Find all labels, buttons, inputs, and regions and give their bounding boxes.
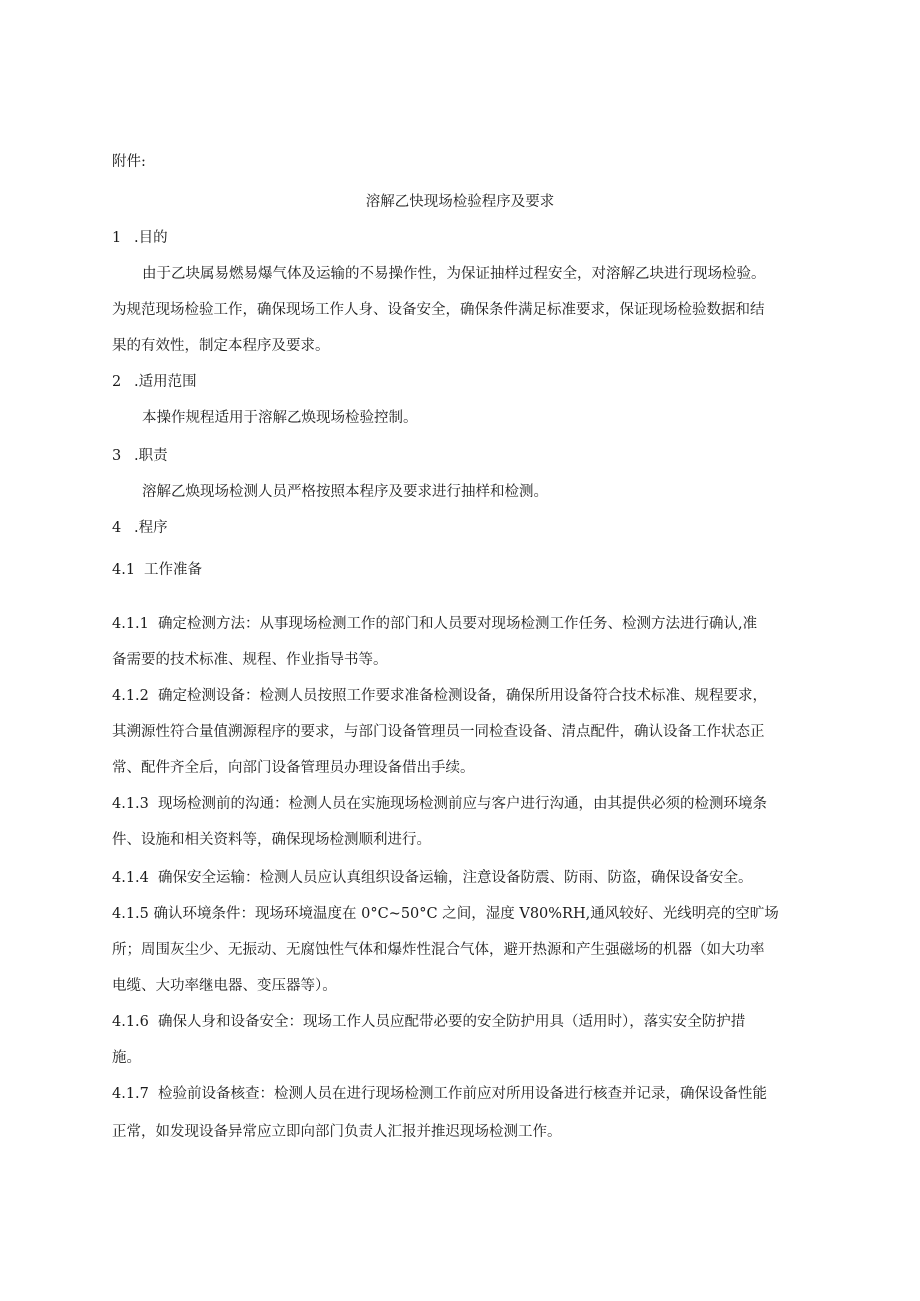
- item-4-1-7-line-1: [112, 1084, 767, 1104]
- item-4-1-2-line-2: 其溯源性符合量值溯源程序的要求，与部门设备管理员一同检查设备、清点配件，确认设备工作状态正: [112, 724, 765, 740]
- item-4-1-3-number: 4.1.3: [112, 796, 149, 812]
- section-3-number: 3: [112, 448, 122, 464]
- subsection-4-1-number: 4.1: [112, 562, 136, 578]
- attachment-label: 附件:: [112, 154, 146, 170]
- section-2-number: 2: [112, 374, 122, 390]
- item-4-1-5-line-2: 所；周围灰尘少、无振动、无腐蚀性气体和爆炸性混合气体，避开热源和产生强磁场的机器（如大功率: [112, 942, 765, 958]
- subsection-4-1-heading: [112, 560, 202, 580]
- section-4-number: 4: [112, 520, 122, 536]
- section-1-title: .目的: [134, 230, 168, 246]
- item-4-1-1-text: 确定检测方法：从事现场检测工作的部门和人员要对现场检测工作任务、检测方法进行确认,准: [158, 616, 758, 632]
- section-2-paragraph: 本操作规程适用于溶解乙焕现场检验控制。: [142, 410, 418, 426]
- item-4-1-2-line-3: 常、配件齐全后，向部门设备管理员办理设备借出手续。: [112, 760, 475, 776]
- document-title: 溶解乙快现场检验程序及要求: [365, 194, 555, 210]
- item-4-1-3-line-1: [112, 794, 767, 814]
- section-1-paragraph-line-1: 由于乙块属易燃易爆气体及运输的不易操作性，为保证抽样过程安全，对溶解乙块进行现场检验。: [142, 266, 766, 282]
- section-3-heading: [112, 446, 168, 466]
- item-4-1-4-text: 确保安全运输：检测人员应认真组织设备运输，注意设备防震、防雨、防盗，确保设备安全。: [158, 870, 753, 886]
- section-4-heading: [112, 518, 168, 538]
- item-4-1-2-text: 确定检测设备：检测人员按照工作要求准备检测设备，确保所用设备符合技术标准、规程要求，: [158, 688, 767, 704]
- item-4-1-1-line-1: [112, 614, 757, 634]
- item-4-1-2-number: 4.1.2: [112, 688, 149, 704]
- section-2-title: .适用范围: [134, 374, 197, 390]
- item-4-1-5-line-1: 4.1.5 确认环境条件：现场环境温度在 0°C~50°C 之间，湿度 V80%RH,通风较好、光线明亮的空旷场: [112, 906, 779, 922]
- item-4-1-7-text: 检验前设备核查：检测人员在进行现场检测工作前应对所用设备进行核查并记录，确保设备性能: [158, 1086, 767, 1102]
- item-4-1-1-number: 4.1.1: [112, 616, 149, 632]
- section-3-title: .职责: [134, 448, 168, 464]
- section-1-paragraph-line-3: 果的有效性，制定本程序及要求。: [112, 338, 330, 354]
- item-4-1-5-line-3: 电缆、大功率继电器、变压器等）。: [112, 978, 337, 994]
- item-4-1-6-number: 4.1.6: [112, 1014, 149, 1030]
- section-1-number: 1: [112, 230, 122, 246]
- item-4-1-7-number: 4.1.7: [112, 1086, 149, 1102]
- section-3-paragraph: 溶解乙焕现场检测人员严格按照本程序及要求进行抽样和检测。: [142, 484, 548, 500]
- section-2-heading: [112, 372, 197, 392]
- section-1-heading: [112, 228, 168, 248]
- item-4-1-6-line-1: [112, 1012, 745, 1032]
- item-4-1-7-line-2: 正常，如发现设备异常应立即向部门负责人汇报并推迟现场检测工作。: [112, 1124, 562, 1140]
- item-4-1-6-line-2: 施。: [112, 1050, 141, 1066]
- section-1-paragraph-line-2: 为规范现场检验工作，确保现场工作人身、设备安全，确保条件满足标准要求，保证现场检验数据和结: [112, 302, 765, 318]
- item-4-1-3-line-2: 件、设施和相关资料等，确保现场检测顺利进行。: [112, 832, 431, 848]
- item-4-1-4-number: 4.1.4: [112, 870, 149, 886]
- item-4-1-4-line-1: [112, 868, 753, 888]
- section-4-title: .程序: [134, 520, 168, 536]
- item-4-1-6-text: 确保人身和设备安全：现场工作人员应配带必要的安全防护用具（适用时），落实安全防护措: [158, 1014, 746, 1030]
- item-4-1-3-text: 现场检测前的沟通：检测人员在实施现场检测前应与客户进行沟通，由其提供必须的检测环境条: [158, 796, 767, 812]
- subsection-4-1-title: 工作准备: [144, 562, 202, 578]
- item-4-1-1-line-2: 备需要的技术标准、规程、作业指导书等。: [112, 652, 388, 668]
- item-4-1-2-line-1: [112, 686, 767, 706]
